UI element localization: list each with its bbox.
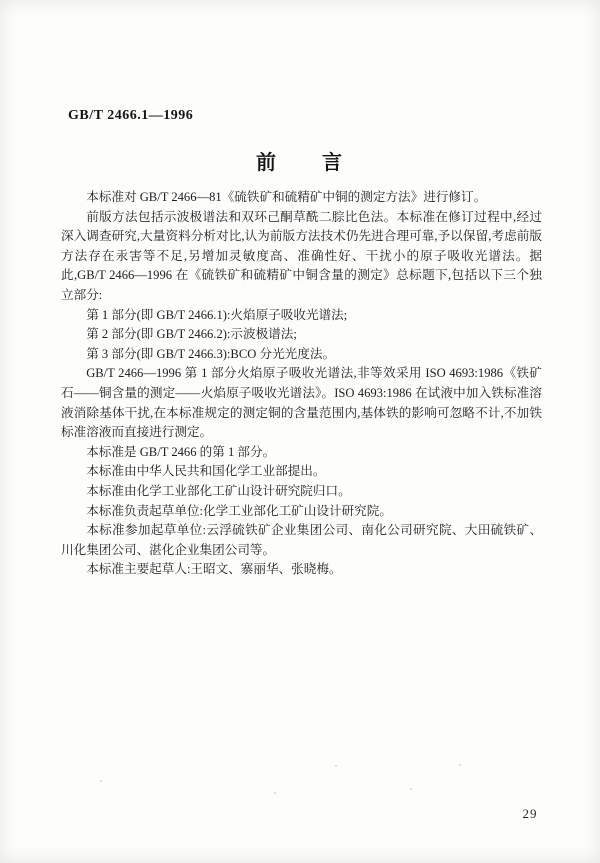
paragraph-proposed-by: 本标准由中华人民共和国化学工业部提出。 <box>86 464 326 479</box>
paragraph-part-1: 第 1 部分(即 GB/T 2466.1):火焰原子吸收光谱法; <box>86 307 348 322</box>
scan-speckle <box>459 764 461 766</box>
foreword-title: 前 言 <box>256 152 344 174</box>
paragraph-previous-methods: 前版方法包括示波极谱法和双环己酮草酰二腙比色法。本标准在修订过程中,经过深入调查研究,大量资料分析对比,认为前版方法技术仍先进合理可靠,予以保留,考虑前版方法存在汞害等不足,另增加灵敏度高、准确性好、干扰小的原子吸收光谱法。据此,GB/T 2466—1996 在《硫铁矿和硫精矿中铜含量的测定》总标题下,包括以下三个独立部分: <box>61 209 542 302</box>
paragraph-part-statement: 本标准是 GB/T 2466 的第 1 部分。 <box>86 444 276 459</box>
scan-speckle <box>410 788 412 790</box>
scan-speckle <box>100 780 102 782</box>
paragraph-revision-note: 本标准对 GB/T 2466—81《硫铁矿和硫精矿中铜的测定方法》进行修订。 <box>86 190 487 204</box>
scan-speckle <box>274 792 276 794</box>
paragraph-part-3: 第 3 部分(即 GB/T 2466.3):BCO 分光光度法。 <box>86 346 336 361</box>
page-number: 29 <box>522 806 538 821</box>
paragraph-participating-orgs: 本标准参加起草单位:云浮硫铁矿企业集团公司、南化公司研究院、大田硫铁矿、川化集团公司、湛化企业集团公司等。 <box>61 523 542 557</box>
paragraph-part-2: 第 2 部分(即 GB/T 2466.2):示波极谱法; <box>86 327 297 342</box>
foreword-body <box>61 188 542 580</box>
scan-speckle <box>335 765 337 767</box>
standard-code: GB/T 2466.1—1996 <box>68 108 194 123</box>
paragraph-managed-by: 本标准由化学工业部化工矿山设计研究院归口。 <box>86 483 351 498</box>
paragraph-chief-drafting-org: 本标准负责起草单位:化学工业部化工矿山设计研究院。 <box>86 503 392 518</box>
paragraph-iso-adoption: GB/T 2466—1996 第 1 部分火焰原子吸收光谱法,非等效采用 ISO 4693:1986《铁矿石——铜含量的测定——火焰原子吸收光谱法》。ISO 4693:1986 在试液中加入铁标准溶液消除基体干扰,在本标准规定的测定铜的含量范围内,基体铁的影响可忽略不计,不加铁标准溶液而直接进行测定。 <box>61 366 542 440</box>
paragraph-main-drafters: 本标准主要起草人:王昭文、寨丽华、张晓梅。 <box>86 562 342 577</box>
